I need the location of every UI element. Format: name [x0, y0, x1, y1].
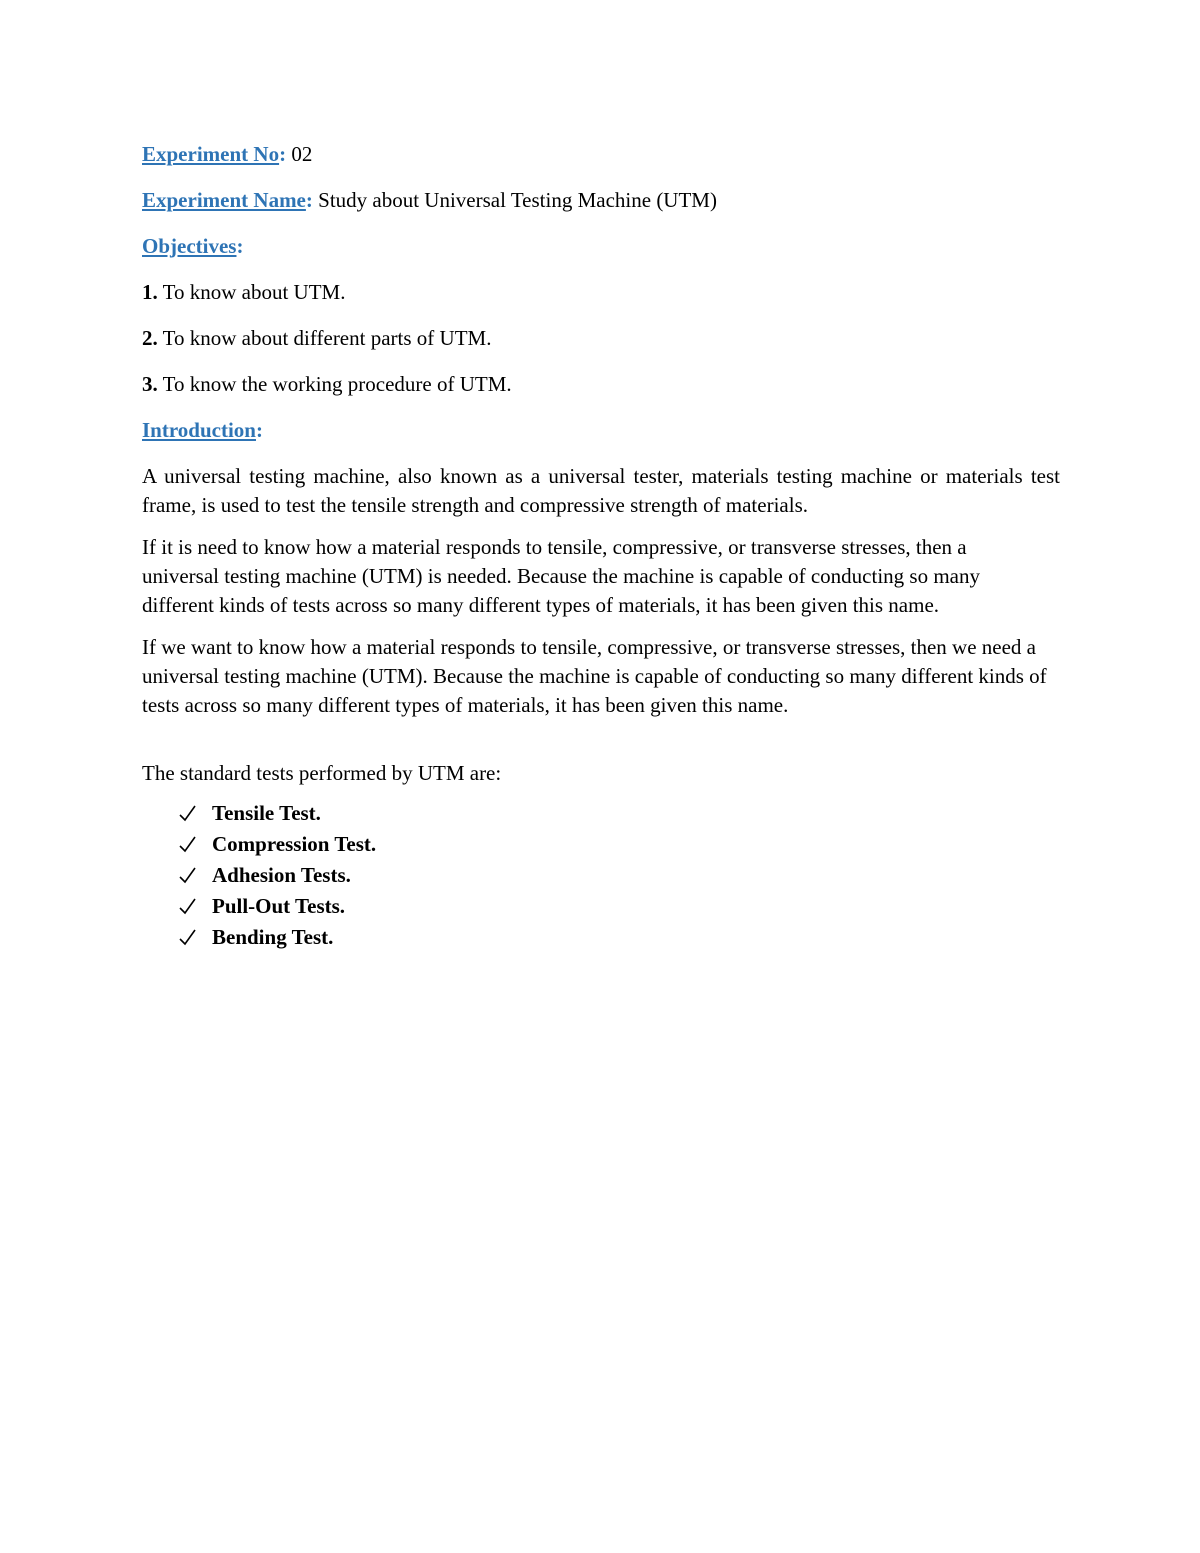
- objective-text: To know the working procedure of UTM.: [157, 372, 512, 396]
- introduction-paragraph: If it is need to know how a material responds to tensile, compressive, or transverse stresses, then a universal testing machine (UTM) is needed. Because the machine is capable of conducting so many different kinds of tests across so many different types of materials, it has been given this name.: [142, 535, 980, 617]
- list-item: [212, 891, 1060, 922]
- list-item: [212, 829, 1060, 860]
- introduction-paragraph: If we want to know how a material responds to tensile, compressive, or transverse stresses, then we need a universal testing machine (UTM). Because the machine is capable of conducting so many different kinds of tests across so many different types of materials, it has been given this name.: [142, 635, 1047, 717]
- check-icon: [177, 829, 199, 860]
- test-name: Pull-Out Tests.: [212, 894, 346, 918]
- test-name: Compression Test.: [212, 832, 377, 856]
- objective-item: [142, 324, 1060, 353]
- introduction-heading: [142, 416, 1060, 445]
- experiment-number-label: Experiment No: [142, 142, 280, 166]
- objective-item: [142, 370, 1060, 399]
- experiment-number-colon: :: [279, 142, 287, 166]
- introduction-label: Introduction: [142, 418, 256, 442]
- experiment-number-value: 02: [286, 142, 313, 166]
- list-item: [212, 798, 1060, 829]
- objectives-label: Objectives: [142, 234, 237, 258]
- test-name: Bending Test.: [212, 925, 334, 949]
- check-icon: [177, 798, 199, 829]
- objective-number: 2.: [142, 326, 158, 350]
- objectives-colon: :: [236, 234, 244, 258]
- check-icon: [177, 891, 199, 922]
- objective-number: 3.: [142, 372, 158, 396]
- experiment-number-line: [142, 140, 1060, 169]
- objective-item: [142, 278, 1060, 307]
- objective-text: To know about UTM.: [157, 280, 346, 304]
- objective-number: 1.: [142, 280, 158, 304]
- test-name: Tensile Test.: [212, 801, 321, 825]
- introduction-paragraph: A universal testing machine, also known as a universal tester, materials testing machine or materials test frame, is used to test the tensile strength and compressive strength of materials.: [142, 464, 1060, 517]
- standard-tests-intro: The standard tests performed by UTM are:: [142, 761, 502, 785]
- experiment-name-label: Experiment Name: [142, 188, 306, 212]
- check-icon: [177, 922, 199, 953]
- list-item: [212, 922, 1060, 953]
- standard-tests-list: [142, 798, 1060, 953]
- experiment-name-colon: :: [305, 188, 313, 212]
- experiment-name-line: [142, 186, 1060, 215]
- spacer: [142, 733, 1060, 759]
- objective-text: To know about different parts of UTM.: [157, 326, 492, 350]
- list-item: [212, 860, 1060, 891]
- test-name: Adhesion Tests.: [212, 863, 351, 887]
- experiment-name-value: Study about Universal Testing Machine (UTM): [312, 188, 717, 212]
- check-icon: [177, 860, 199, 891]
- introduction-colon: :: [255, 418, 263, 442]
- objectives-heading: [142, 232, 1060, 261]
- document-body: [142, 140, 1060, 953]
